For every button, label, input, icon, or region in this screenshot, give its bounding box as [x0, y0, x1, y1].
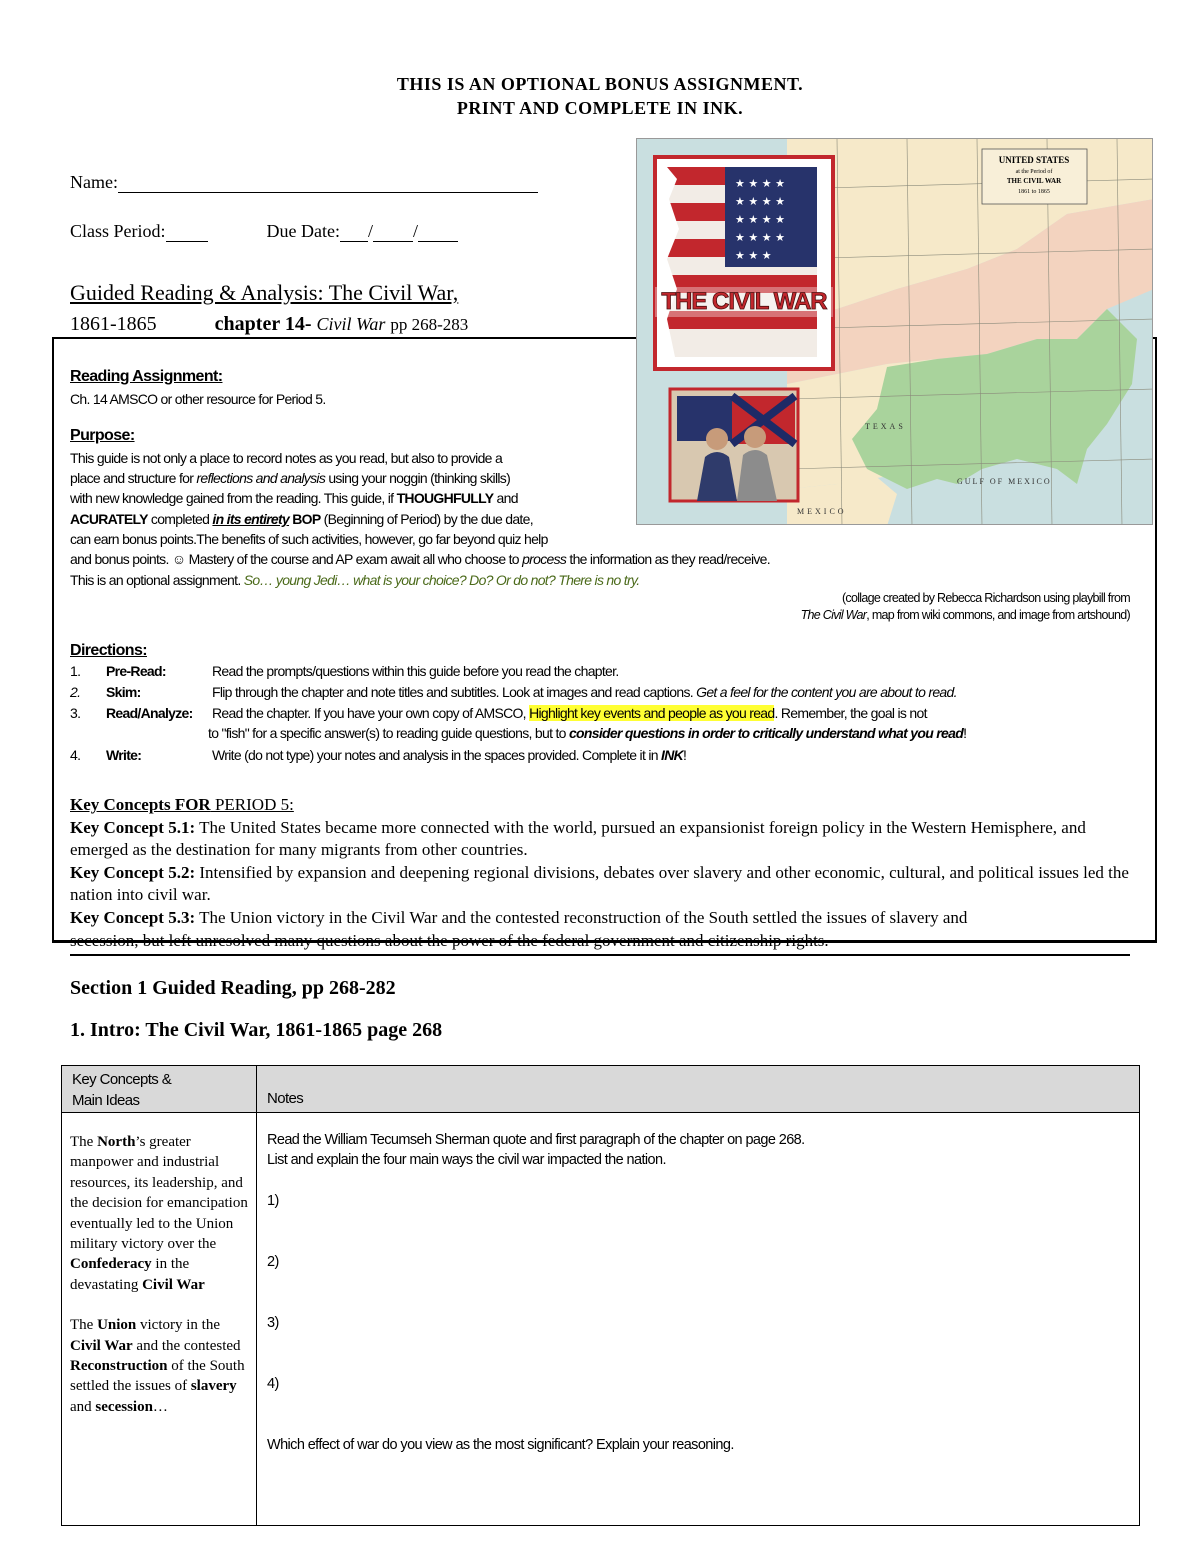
highlighted-text: Highlight key events and people as you read [529, 705, 775, 721]
answer-number-3: 3) [267, 1315, 279, 1331]
svg-text:★ ★ ★: ★ ★ ★ [735, 249, 772, 262]
map-label-texas: TEXAS [865, 422, 906, 431]
directions-heading: Directions: [70, 642, 147, 659]
key-concept-5-3: Key Concept 5.3: The Union victory in the Civil War and the contested reconstruction of the South settled the issues of slavery and secession, but left unresolved many questions about the power of the federal government and citizenship rights. [70, 907, 968, 950]
class-period-blank[interactable] [166, 224, 208, 242]
reading-assignment-heading: Reading Assignment: [70, 368, 223, 385]
due-month-blank[interactable] [340, 224, 368, 242]
question-1-title: 1. Intro: The Civil War, 1861-1865 page 268 [70, 1019, 443, 1041]
map-title-line: 1861 to 1865 [1018, 189, 1050, 195]
table-header-row [62, 1066, 1139, 1113]
period-date-row [70, 221, 458, 242]
purpose-line: place and structure for reflections and analysis using your noggin (thinking skills) [70, 470, 511, 486]
key-concepts-heading: Key Concepts FOR PERIOD 5: [70, 795, 294, 814]
main-ideas-cell [70, 1132, 252, 1417]
name-blank[interactable] [118, 175, 538, 193]
purpose-line: and bonus points. ☺ Mastery of the course and AP exam await all who choose to process the information as they read/receive. [70, 551, 770, 567]
answer-number-4: 4) [267, 1376, 279, 1392]
civil-war-collage-image [636, 138, 1153, 525]
header-line-2: PRINT AND COMPLETE IN INK. [456, 98, 744, 118]
purpose-line: This is an optional assignment. So… young Jedi… what is your choice? Do? Or do not? There is no try. [70, 572, 640, 588]
guide-title: Guided Reading & Analysis: The Civil War, [70, 280, 459, 305]
chapter-line [70, 313, 468, 336]
key-concept-5-1: Key Concept 5.1: The United States became more connected with the world, pursued an expansionist foreign policy in the Western Hemisphere, and emerged as the destination for many migrants from other countries. [70, 817, 1086, 860]
due-date-label: Due Date: [266, 221, 340, 241]
section-title: Section 1 Guided Reading, pp 268-282 [70, 977, 396, 999]
direction-item-continued: to "fish" for a specific answer(s) to reading guide questions, but to consider questions in order to critically understand what you read! [208, 725, 967, 741]
date-slash: / [367, 221, 373, 241]
union-soldier-head [706, 428, 728, 450]
map-title-line: THE CIVIL WAR [1006, 177, 1062, 185]
key-concept-5-2: Key Concept 5.2: Intensified by expansion and deepening regional divisions, debates over slavery and other economic, cultural, and political issues led the nation into civil war. [70, 862, 1129, 905]
svg-text:★ ★ ★ ★: ★ ★ ★ ★ [735, 195, 785, 208]
header-line-1: THIS IS AN OPTIONAL BONUS ASSIGNMENT. [396, 74, 804, 94]
main-idea-paragraph: The North’s greater manpower and industrial resources, its leadership, and the decision for emancipation eventually led to the Union military victory over the Confederacy in the devastating Civil War [70, 1134, 248, 1293]
date-slash: / [413, 221, 419, 241]
assignment-header [0, 72, 1200, 120]
svg-text:★ ★ ★ ★: ★ ★ ★ ★ [735, 177, 785, 190]
divider-line [70, 954, 1130, 956]
map-title-line: UNITED STATES [998, 155, 1070, 165]
answer-number-2: 2) [267, 1254, 279, 1270]
key-concepts [70, 794, 1130, 952]
purpose-line: can earn bonus points.The benefits of such activities, however, go far beyond quiz help [70, 531, 548, 547]
notes-prompt: Read the William Tecumseh Sherman quote and first paragraph of the chapter on page 268. [267, 1132, 805, 1148]
notes-final-question: Which effect of war do you view as the most significant? Explain your reasoning. [267, 1437, 734, 1453]
confederate-soldier-head [744, 426, 766, 448]
class-period-label: Class Period: [70, 221, 166, 241]
notes-table [61, 1065, 1140, 1526]
chapter-title: Civil War [316, 314, 386, 334]
main-idea-paragraph: The Union victory in the Civil War and the contested Reconstruction of the South settled the issues of slavery and secession… [70, 1317, 245, 1415]
map-label-gulf: GULF OF MEXICO [957, 477, 1052, 486]
chapter-pages: pp 268-283 [390, 315, 469, 334]
reading-assignment-text: Ch. 14 AMSCO or other resource for Period 5. [70, 391, 326, 407]
purpose-line: ACURATELY completed in its entirety BOP (Beginning of Period) by the due date, [70, 511, 533, 527]
svg-text:★ ★ ★ ★: ★ ★ ★ ★ [735, 231, 785, 244]
map-title-line: at the Period of [1015, 169, 1053, 175]
column-divider [256, 1066, 257, 1525]
purpose-line: This guide is not only a place to record notes as you read, but also to provide a [70, 450, 503, 466]
title-years: 1861-1865 [70, 313, 157, 335]
chapter-label: chapter 14- [214, 313, 312, 335]
collage-banner-title: THE CIVIL WAR [661, 288, 827, 315]
tattered-flag [667, 167, 817, 357]
svg-text:★ ★ ★ ★: ★ ★ ★ ★ [735, 213, 785, 226]
map-label-mexico: MEXICO [797, 507, 847, 516]
name-field-row [70, 172, 538, 193]
purpose-heading: Purpose: [70, 427, 135, 444]
column-header-key-concepts: Key Concepts & Main Ideas [72, 1071, 172, 1109]
purpose-line: with new knowledge gained from the reading. This guide, if THOUGHFULLY and [70, 490, 518, 506]
due-year-blank[interactable] [418, 224, 458, 242]
notes-prompt: List and explain the four main ways the civil war impacted the nation. [267, 1152, 666, 1168]
collage-credit: (collage created by Rebecca Richardson using playbill from The Civil War, map from wiki commons, and image from artshound) [800, 591, 1130, 622]
column-header-notes: Notes [267, 1090, 304, 1107]
name-label: Name: [70, 172, 118, 192]
answer-number-1: 1) [267, 1193, 279, 1209]
due-day-blank[interactable] [373, 224, 413, 242]
